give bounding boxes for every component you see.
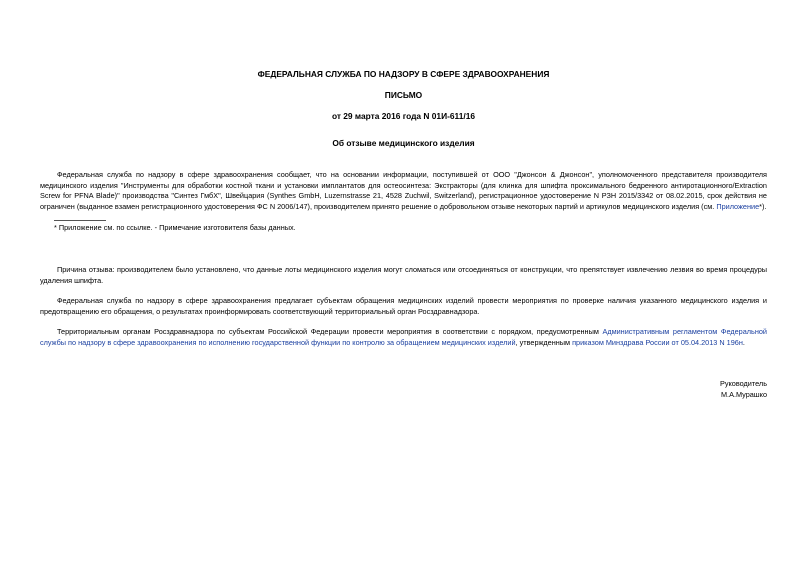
footnote-divider (54, 220, 106, 221)
paragraph-notice-tail: *). (759, 201, 767, 211)
doc-type-heading: ПИСЬМО (384, 90, 423, 100)
signature-name: М.А.Мурашко (720, 390, 767, 399)
paragraph-instructions-tail: . (742, 337, 745, 347)
appendix-link[interactable]: Приложение (716, 201, 760, 211)
paragraph-instructions-mid: , утвержденным (515, 337, 573, 347)
order-link[interactable]: приказом Минздрава России от 05.04.2013 N 196н (572, 337, 743, 347)
paragraph-reason: Причина отзыва: производителем было установлено, что данные лоты медицинского изделия могут сломаться или отсоединяться от конструкции, что препятствует извлечению лезвия во время процедуры удаления шпифта. (40, 265, 767, 285)
date-number-heading: от 29 марта 2016 года N 01И-611/16 (331, 111, 476, 121)
paragraph-notice-text: Федеральная служба по надзору в сфере здравоохранения сообщает, что на основании информации, поступившей от ООО "Джонсон & Джонсон", уполномоченного представителя производителя медицинского изделия "Инструменты для обработки костной ткани и установки имплантатов для остеосинтеза: Экстракторы (для клинка для шпифта проксимального бедренного антиротационного/Extraction Screw for PFNA Blade)" производства "Синтез ГмбХ", Швейцария (Synthes GmbH, Luzernstrasse 21, 4528 Zuchwil, Switzerland), регистрационное удостоверение N РЗН 2015/3342 от 08.02.2015, срок действия не ограничен (выданное взамен регистрационного удостоверения ФС N 2006/147), производителем принято решение о добровольном отзыве некоторых партий и артикулов медицинского изделия (см. (40, 170, 767, 211)
paragraph-proposal: Федеральная служба по надзору в сфере здравоохранения предлагает субъектам обращения медицинских изделий провести мероприятия по проверке наличия указанного медицинского изделия и предотвращению его обращения, о результатах проинформировать соответствующий территориальный орган Росздравнадзора. (40, 296, 767, 316)
subject-heading: Об отзыве медицинского изделия (332, 138, 475, 148)
agency-heading: ФЕДЕРАЛЬНАЯ СЛУЖБА ПО НАДЗОРУ В СФЕРЕ ЗДРАВООХРАНЕНИЯ (257, 69, 550, 79)
paragraph-instructions (40, 327, 767, 348)
regulation-link[interactable]: Административным регламентом Федеральной службы по надзору в сфере здравоохранения по исполнению государственной функции по контролю за обращением медицинских изделий (40, 327, 767, 347)
footnote-text: * Приложение см. по ссылке. - Примечание изготовителя базы данных. (54, 223, 296, 232)
paragraph-instructions-text: Территориальным органам Росздравнадзора по субъектам Российской Федерации провести мероприятия в соответствии с порядком, предусмотренным (57, 327, 603, 336)
signature-position: Руководитель (719, 379, 767, 388)
paragraph-notice (40, 170, 767, 212)
